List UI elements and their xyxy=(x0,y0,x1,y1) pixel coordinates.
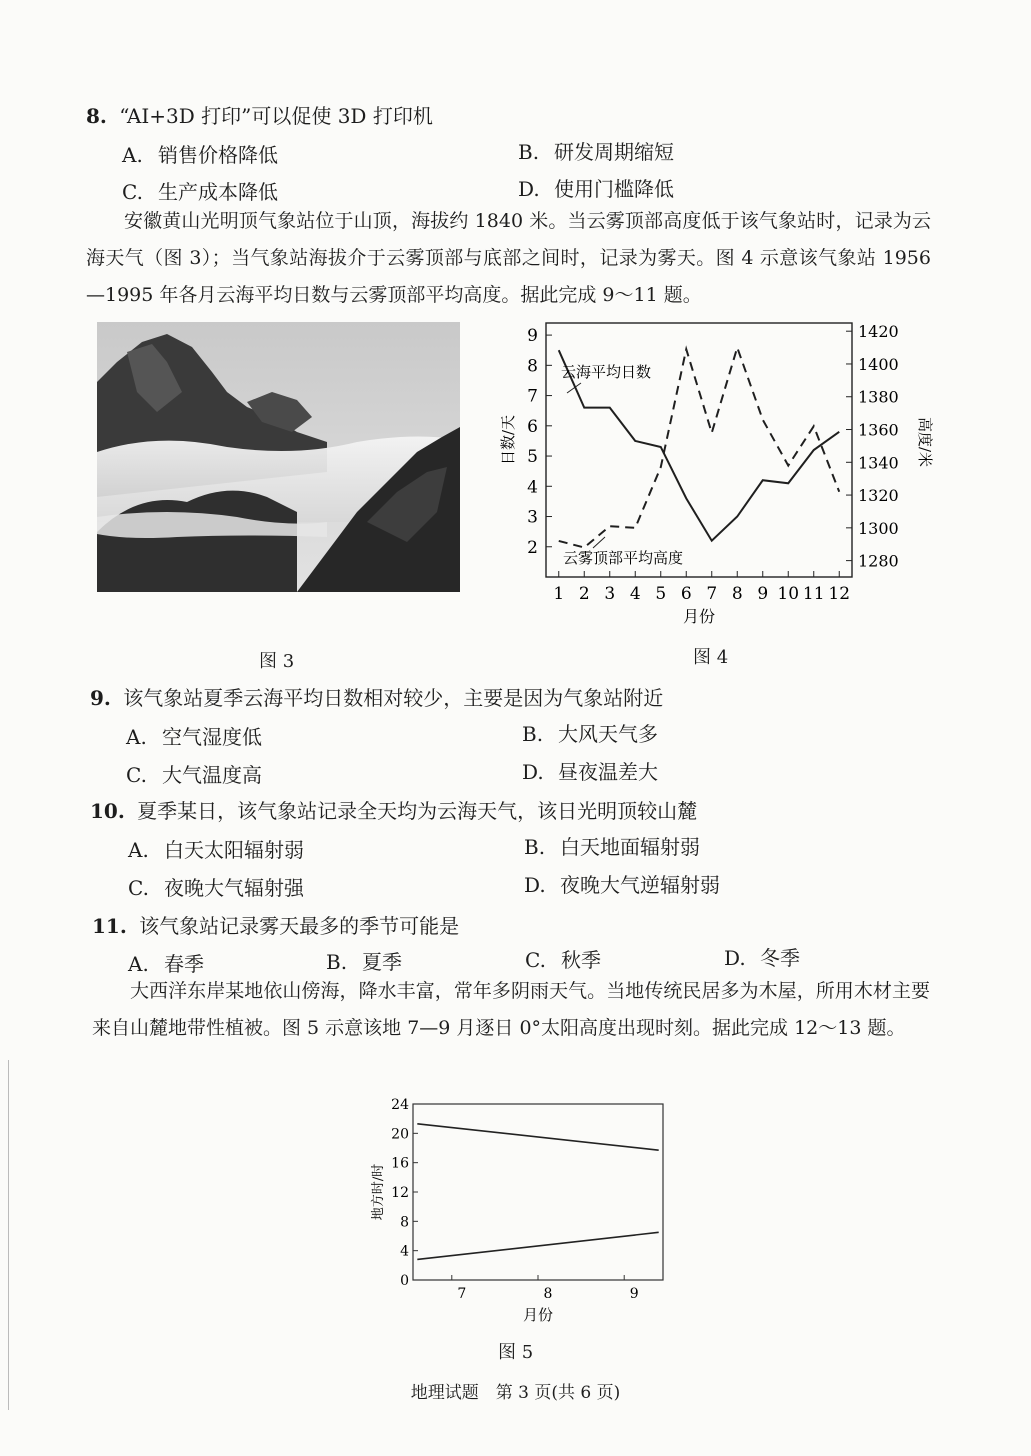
x-tick-label: 2 xyxy=(578,584,590,604)
y-tick-label: 24 xyxy=(391,1097,409,1113)
y-tick-label: 2 xyxy=(527,537,538,558)
series-upper-line xyxy=(417,1124,658,1150)
y-tick-label: 0 xyxy=(400,1273,409,1289)
y2-tick-label: 1420 xyxy=(858,322,899,342)
option-a[interactable]: A. 销售价格降低 xyxy=(122,143,278,167)
x-tick-label: 3 xyxy=(604,584,616,604)
option-b[interactable]: B. 研发周期缩短 xyxy=(518,140,674,164)
series-label-leader xyxy=(593,537,605,548)
y-axis-label: 地方时/时 xyxy=(371,1163,386,1221)
question-stem: 该气象站记录雾天最多的季节可能是 xyxy=(139,914,460,938)
question-9 xyxy=(90,682,663,711)
option-a[interactable]: A. 白天太阳辐射弱 xyxy=(128,838,304,862)
series-lower-line xyxy=(417,1232,658,1259)
y2-tick-label: 1380 xyxy=(858,387,899,407)
x-tick-label: 7 xyxy=(457,1286,467,1302)
x-axis-label: 月份 xyxy=(682,607,716,625)
y-tick-label: 12 xyxy=(391,1185,409,1201)
option-d[interactable]: D. 昼夜温差大 xyxy=(522,760,658,784)
question-number: 9. xyxy=(90,686,111,710)
margin-line xyxy=(8,1060,9,1410)
cloud-sea-image xyxy=(97,322,460,592)
question-10 xyxy=(90,795,697,824)
question-stem: 夏季某日，该气象站记录全天均为云海天气，该日光明顶较山麓 xyxy=(137,799,698,823)
y-tick-label: 16 xyxy=(391,1155,409,1172)
y-tick-label: 4 xyxy=(400,1243,409,1260)
question-number: 11. xyxy=(92,914,127,938)
y-tick-label: 8 xyxy=(527,356,538,377)
x-tick-label: 8 xyxy=(543,1286,553,1302)
y2-tick-label: 1340 xyxy=(858,453,899,473)
figure-5-chart xyxy=(355,1090,675,1330)
option-a[interactable]: A. 春季 xyxy=(128,952,204,976)
question-stem: 该气象站夏季云海平均日数相对较少，主要是因为气象站附近 xyxy=(123,686,664,710)
page-footer: 地理试题 第 3 页(共 6 页) xyxy=(410,1383,621,1403)
option-c[interactable]: C. 大气温度高 xyxy=(126,763,262,787)
passage-intro-2: 大西洋东岸某地依山傍海，降水丰富，常年多阴雨天气。当地传统民居多为木屋，所用木材主要来自山麓地带性植被。图 5 示意该地 7—9 月逐日 0°太阳高度出现时刻。据此完成 12～13 题。 xyxy=(92,980,930,1039)
figure-4-chart xyxy=(495,315,935,625)
x-tick-label: 10 xyxy=(777,584,800,604)
y-tick-label: 3 xyxy=(527,507,538,528)
option-b[interactable]: B. 白天地面辐射弱 xyxy=(524,835,700,859)
y-tick-label: 6 xyxy=(527,416,538,437)
question-stem: “AI+3D 打印”可以促使 3D 打印机 xyxy=(119,104,433,128)
option-d[interactable]: D. 夜晚大气逆辐射弱 xyxy=(524,873,720,897)
y2-tick-label: 1320 xyxy=(858,486,899,506)
question-number: 10. xyxy=(90,799,125,823)
question-8 xyxy=(86,100,433,129)
passage-intro-1: 安徽黄山光明顶气象站位于山顶，海拔约 1840 米。当云雾顶部高度低于该气象站时，记录为云海天气（图 3）；当气象站海拔介于云雾顶部与底部之间时，记录为雾天。图 4 示意该气象站 1956—1995 年各月云海平均日数与云雾顶部平均高度。据此完成 9～11 题。 xyxy=(86,210,931,306)
x-tick-label: 12 xyxy=(828,584,851,604)
option-b[interactable]: B. 大风天气多 xyxy=(522,722,658,746)
series-label-cloud-sea-days: 云海平均日数 xyxy=(561,363,652,381)
y2-axis-label: 高度/米 xyxy=(916,416,934,468)
question-11 xyxy=(92,910,459,939)
y-tick-label: 4 xyxy=(527,477,538,498)
figure-3-photo xyxy=(97,322,460,592)
x-tick-label: 8 xyxy=(731,584,743,604)
y-tick-label: 5 xyxy=(527,447,538,468)
option-d[interactable]: D. 冬季 xyxy=(724,946,800,970)
x-tick-label: 7 xyxy=(706,584,718,604)
option-c[interactable]: C. 夜晚大气辐射强 xyxy=(128,876,304,900)
x-axis-label: 月份 xyxy=(522,1306,554,1324)
figure-3-caption: 图 3 xyxy=(259,651,295,672)
option-c[interactable]: C. 生产成本降低 xyxy=(122,180,278,204)
y2-tick-label: 1360 xyxy=(858,420,899,440)
y2-tick-label: 1300 xyxy=(858,518,899,538)
figure-5-caption: 图 5 xyxy=(498,1342,534,1363)
y2-tick-label: 1280 xyxy=(858,551,899,571)
figure-4-caption: 图 4 xyxy=(693,647,729,668)
x-tick-label: 9 xyxy=(629,1286,639,1302)
series-label-cloud-top-height: 云雾顶部平均高度 xyxy=(563,549,684,567)
y-tick-label: 7 xyxy=(527,386,538,407)
question-number: 8. xyxy=(86,104,107,128)
x-tick-label: 11 xyxy=(802,584,825,604)
option-a[interactable]: A. 空气湿度低 xyxy=(126,725,262,749)
x-tick-label: 4 xyxy=(629,584,641,604)
option-d[interactable]: D. 使用门槛降低 xyxy=(518,177,674,201)
plot-frame xyxy=(546,323,852,577)
y2-tick-label: 1400 xyxy=(858,354,899,374)
option-c[interactable]: C. 秋季 xyxy=(525,948,601,972)
y-tick-label: 9 xyxy=(527,326,538,347)
y-axis-label: 日数/天 xyxy=(499,414,517,466)
x-tick-label: 6 xyxy=(680,584,692,604)
y-tick-label: 20 xyxy=(391,1126,409,1143)
y-tick-label: 8 xyxy=(400,1214,409,1231)
x-tick-label: 5 xyxy=(655,584,667,604)
plot-frame xyxy=(413,1104,663,1280)
x-tick-label: 9 xyxy=(757,584,769,604)
x-tick-label: 1 xyxy=(553,584,565,604)
option-b[interactable]: B. 夏季 xyxy=(326,950,402,974)
